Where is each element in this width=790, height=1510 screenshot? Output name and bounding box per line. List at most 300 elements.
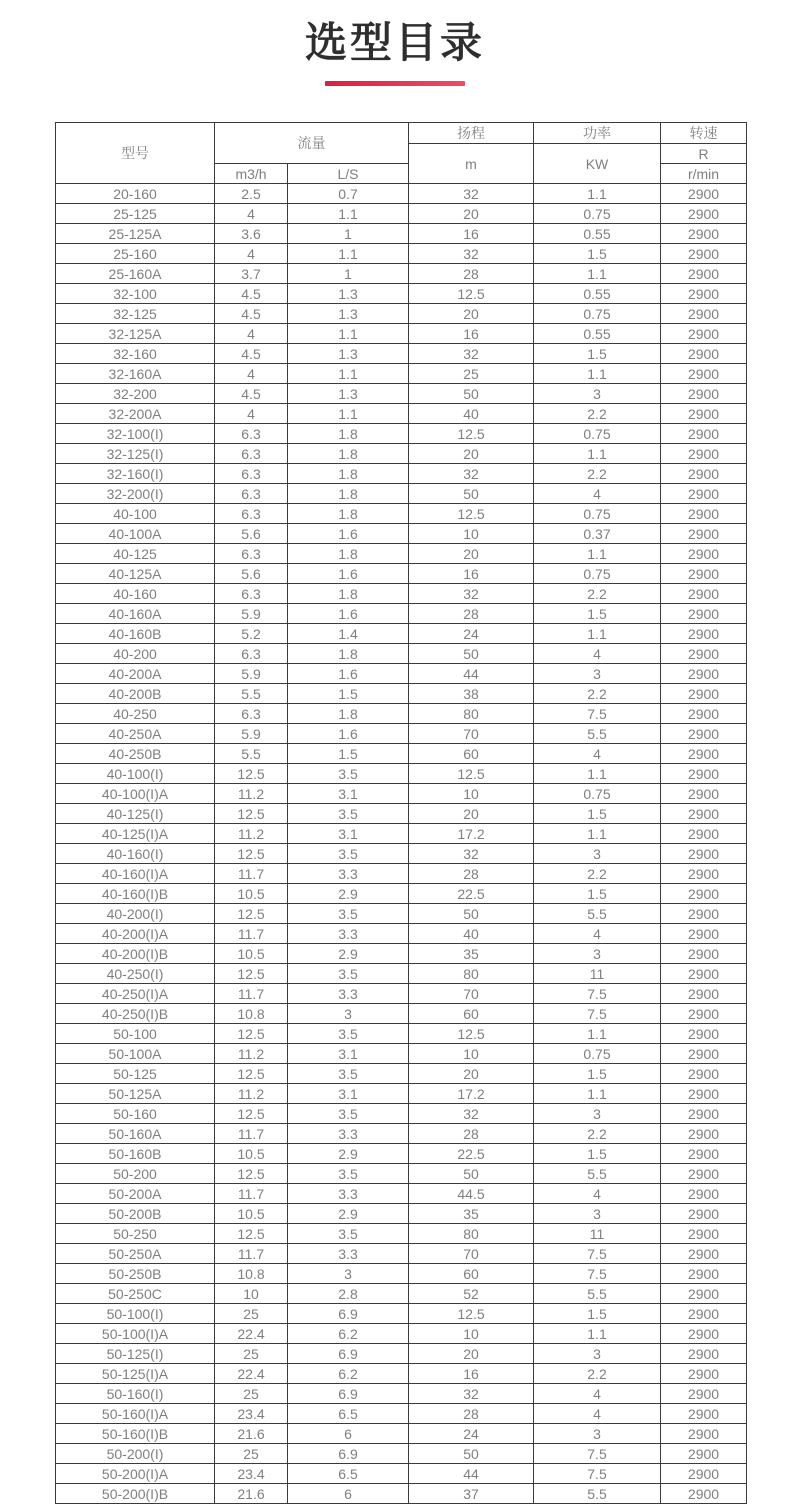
flow-ls-cell: 3.5 [288,964,409,984]
power-cell: 1.1 [534,544,661,564]
flow-m3h-cell: 5.5 [215,684,288,704]
head-cell: 32 [409,1104,534,1124]
flow-ls-cell: 0.7 [288,184,409,204]
table-row [56,1124,747,1144]
flow-m3h-cell: 4 [215,324,288,344]
head-cell: 28 [409,1124,534,1144]
flow-m3h-cell: 6.3 [215,444,288,464]
flow-ls-cell: 3.3 [288,924,409,944]
table-row [56,1464,747,1484]
table-header [56,123,747,184]
flow-m3h-cell: 11.2 [215,1044,288,1064]
flow-ls-cell: 1.8 [288,584,409,604]
model-cell: 40-100A [56,524,215,544]
model-cell: 25-125A [56,224,215,244]
speed-cell: 2900 [661,1364,747,1384]
flow-m3h-cell: 4.5 [215,344,288,364]
flow-ls-cell: 3.5 [288,1064,409,1084]
flow-m3h-cell: 5.2 [215,624,288,644]
model-cell: 50-200(I)A [56,1464,215,1484]
model-cell: 50-160B [56,1144,215,1164]
model-cell: 40-200B [56,684,215,704]
speed-cell: 2900 [661,1424,747,1444]
head-cell: 32 [409,184,534,204]
power-cell: 0.75 [534,424,661,444]
flow-ls-cell: 6 [288,1484,409,1504]
page-title: 选型目录 [304,19,485,66]
col-header-model: 型号 [56,123,215,184]
table-row [56,404,747,424]
table-row [56,1344,747,1364]
speed-cell: 2900 [661,804,747,824]
table-row [56,484,747,504]
power-cell: 0.37 [534,524,661,544]
power-cell: 7.5 [534,1004,661,1024]
speed-cell: 2900 [661,664,747,684]
flow-ls-cell: 6.5 [288,1404,409,1424]
flow-m3h-cell: 22.4 [215,1364,288,1384]
power-cell: 4 [534,1384,661,1404]
model-cell: 50-100(I)A [56,1324,215,1344]
model-cell: 40-125 [56,544,215,564]
flow-ls-cell: 3.5 [288,1104,409,1124]
head-cell: 35 [409,1204,534,1224]
table-row [56,604,747,624]
model-cell: 25-125 [56,204,215,224]
title-underline [325,81,465,86]
flow-ls-cell: 2.9 [288,884,409,904]
power-cell: 4 [534,924,661,944]
head-cell: 12.5 [409,424,534,444]
col-header-speed-unit-r: R [661,144,747,164]
model-cell: 32-160A [56,364,215,384]
head-cell: 52 [409,1284,534,1304]
model-cell: 50-250B [56,1264,215,1284]
head-cell: 10 [409,524,534,544]
flow-ls-cell: 1.1 [288,204,409,224]
table-body [56,184,747,1504]
table-row [56,1224,747,1244]
head-cell: 60 [409,744,534,764]
speed-cell: 2900 [661,1324,747,1344]
flow-ls-cell: 1.1 [288,244,409,264]
table-row [56,944,747,964]
flow-ls-cell: 1.8 [288,544,409,564]
power-cell: 1.1 [534,624,661,644]
speed-cell: 2900 [661,1464,747,1484]
model-cell: 50-200B [56,1204,215,1224]
flow-m3h-cell: 12.5 [215,844,288,864]
table-row [56,1264,747,1284]
head-cell: 40 [409,924,534,944]
col-header-speed-unit-rmin: r/min [661,164,747,184]
table-row [56,824,747,844]
flow-m3h-cell: 5.9 [215,664,288,684]
table-row [56,624,747,644]
head-cell: 44.5 [409,1184,534,1204]
speed-cell: 2900 [661,784,747,804]
power-cell: 2.2 [534,684,661,704]
head-cell: 28 [409,1404,534,1424]
table-row [56,184,747,204]
model-cell: 40-200(I)B [56,944,215,964]
model-cell: 25-160 [56,244,215,264]
flow-m3h-cell: 3.7 [215,264,288,284]
power-cell: 1.1 [534,264,661,284]
power-cell: 1.1 [534,824,661,844]
flow-ls-cell: 1.1 [288,404,409,424]
flow-ls-cell: 3.5 [288,804,409,824]
flow-m3h-cell: 4.5 [215,384,288,404]
model-cell: 50-160(I) [56,1384,215,1404]
power-cell: 4 [534,1404,661,1424]
power-cell: 4 [534,744,661,764]
model-cell: 40-160 [56,584,215,604]
speed-cell: 2900 [661,344,747,364]
speed-cell: 2900 [661,704,747,724]
power-cell: 3 [534,1204,661,1224]
head-cell: 80 [409,704,534,724]
head-cell: 10 [409,1324,534,1344]
flow-ls-cell: 1 [288,224,409,244]
model-cell: 40-125A [56,564,215,584]
model-cell: 40-250 [56,704,215,724]
head-cell: 16 [409,564,534,584]
model-cell: 50-160A [56,1124,215,1144]
speed-cell: 2900 [661,1404,747,1424]
flow-m3h-cell: 11.7 [215,1184,288,1204]
speed-cell: 2900 [661,864,747,884]
model-cell: 50-125A [56,1084,215,1104]
table-row [56,444,747,464]
table-row [56,1484,747,1504]
speed-cell: 2900 [661,364,747,384]
power-cell: 1.5 [534,1064,661,1084]
power-cell: 7.5 [534,1444,661,1464]
flow-m3h-cell: 3.6 [215,224,288,244]
table-row [56,364,747,384]
speed-cell: 2900 [661,484,747,504]
flow-ls-cell: 2.9 [288,1144,409,1164]
model-cell: 40-250B [56,744,215,764]
flow-ls-cell: 3.3 [288,1124,409,1144]
head-cell: 50 [409,1164,534,1184]
flow-m3h-cell: 5.5 [215,744,288,764]
power-cell: 1.1 [534,364,661,384]
speed-cell: 2900 [661,724,747,744]
head-cell: 70 [409,984,534,1004]
model-cell: 50-200(I) [56,1444,215,1464]
table-row [56,384,747,404]
power-cell: 2.2 [534,584,661,604]
model-cell: 40-160(I) [56,844,215,864]
power-cell: 3 [534,1344,661,1364]
head-cell: 12.5 [409,1304,534,1324]
flow-m3h-cell: 12.5 [215,1224,288,1244]
table-row [56,1104,747,1124]
table-row [56,924,747,944]
head-cell: 50 [409,644,534,664]
head-cell: 37 [409,1484,534,1504]
flow-ls-cell: 1.1 [288,364,409,384]
head-cell: 20 [409,304,534,324]
head-cell: 40 [409,404,534,424]
table-row [56,844,747,864]
model-cell: 40-160(I)B [56,884,215,904]
table-row [56,1204,747,1224]
model-cell: 20-160 [56,184,215,204]
flow-m3h-cell: 5.9 [215,724,288,744]
flow-ls-cell: 1.6 [288,564,409,584]
table-row [56,284,747,304]
table-row [56,1184,747,1204]
flow-m3h-cell: 6.3 [215,464,288,484]
power-cell: 2.2 [534,464,661,484]
flow-ls-cell: 1.8 [288,504,409,524]
power-cell: 1.1 [534,184,661,204]
model-cell: 32-125(I) [56,444,215,464]
speed-cell: 2900 [661,204,747,224]
power-cell: 5.5 [534,724,661,744]
head-cell: 60 [409,1264,534,1284]
flow-ls-cell: 3.3 [288,1244,409,1264]
head-cell: 12.5 [409,504,534,524]
flow-m3h-cell: 5.6 [215,524,288,544]
head-cell: 60 [409,1004,534,1024]
model-cell: 50-100A [56,1044,215,1064]
model-cell: 40-200 [56,644,215,664]
head-cell: 16 [409,1364,534,1384]
flow-ls-cell: 3.1 [288,784,409,804]
flow-ls-cell: 1.8 [288,464,409,484]
head-cell: 50 [409,384,534,404]
speed-cell: 2900 [661,1384,747,1404]
head-cell: 32 [409,344,534,364]
table-row [56,984,747,1004]
model-cell: 50-125 [56,1064,215,1084]
flow-m3h-cell: 12.5 [215,1104,288,1124]
table-row [56,1404,747,1424]
head-cell: 24 [409,624,534,644]
table-row [56,1144,747,1164]
model-cell: 40-250(I) [56,964,215,984]
table-row [56,1044,747,1064]
speed-cell: 2900 [661,324,747,344]
head-cell: 80 [409,1224,534,1244]
speed-cell: 2900 [661,1204,747,1224]
model-cell: 50-160 [56,1104,215,1124]
model-cell: 50-100(I) [56,1304,215,1324]
power-cell: 7.5 [534,1464,661,1484]
power-cell: 11 [534,964,661,984]
model-cell: 40-250(I)A [56,984,215,1004]
flow-ls-cell: 3.5 [288,764,409,784]
flow-ls-cell: 2.9 [288,944,409,964]
table-row [56,1304,747,1324]
power-cell: 1.1 [534,1324,661,1344]
speed-cell: 2900 [661,1064,747,1084]
head-cell: 28 [409,604,534,624]
head-cell: 12.5 [409,764,534,784]
flow-ls-cell: 6 [288,1424,409,1444]
head-cell: 70 [409,1244,534,1264]
speed-cell: 2900 [661,1164,747,1184]
head-cell: 10 [409,1044,534,1064]
table-row [56,244,747,264]
head-cell: 44 [409,664,534,684]
head-cell: 20 [409,444,534,464]
model-cell: 40-100(I) [56,764,215,784]
model-cell: 50-250A [56,1244,215,1264]
model-cell: 32-160 [56,344,215,364]
table-row [56,704,747,724]
flow-ls-cell: 3.5 [288,1164,409,1184]
table-row [56,1004,747,1024]
flow-m3h-cell: 12.5 [215,764,288,784]
flow-ls-cell: 1.3 [288,284,409,304]
flow-m3h-cell: 5.6 [215,564,288,584]
table-row [56,724,747,744]
head-cell: 44 [409,1464,534,1484]
power-cell: 2.2 [534,1364,661,1384]
model-cell: 50-125(I)A [56,1364,215,1384]
col-header-power: 功率 [534,123,661,144]
table-row [56,1284,747,1304]
head-cell: 35 [409,944,534,964]
speed-cell: 2900 [661,904,747,924]
flow-ls-cell: 1.8 [288,444,409,464]
head-cell: 12.5 [409,284,534,304]
flow-ls-cell: 3.5 [288,904,409,924]
flow-ls-cell: 1.3 [288,304,409,324]
speed-cell: 2900 [661,504,747,524]
speed-cell: 2900 [661,744,747,764]
power-cell: 1.5 [534,1144,661,1164]
flow-ls-cell: 1.6 [288,664,409,684]
flow-m3h-cell: 10.5 [215,944,288,964]
speed-cell: 2900 [661,1264,747,1284]
power-cell: 5.5 [534,1284,661,1304]
table-row [56,1084,747,1104]
flow-ls-cell: 6.9 [288,1384,409,1404]
table-row [56,1164,747,1184]
flow-m3h-cell: 4 [215,204,288,224]
flow-m3h-cell: 4.5 [215,284,288,304]
table-row [56,884,747,904]
speed-cell: 2900 [661,1144,747,1164]
power-cell: 3 [534,1104,661,1124]
head-cell: 32 [409,844,534,864]
table-row [56,504,747,524]
power-cell: 7.5 [534,1244,661,1264]
flow-ls-cell: 6.5 [288,1464,409,1484]
speed-cell: 2900 [661,264,747,284]
model-cell: 50-100 [56,1024,215,1044]
flow-m3h-cell: 6.3 [215,704,288,724]
col-header-flow-m3h: m3/h [215,164,288,184]
head-cell: 20 [409,804,534,824]
flow-m3h-cell: 4 [215,244,288,264]
speed-cell: 2900 [661,1184,747,1204]
speed-cell: 2900 [661,1104,747,1124]
power-cell: 11 [534,1224,661,1244]
head-cell: 28 [409,264,534,284]
power-cell: 1.5 [534,804,661,824]
model-cell: 40-250(I)B [56,1004,215,1024]
flow-ls-cell: 3.3 [288,1184,409,1204]
header-row-1 [56,123,747,144]
table-row [56,684,747,704]
model-cell: 50-250C [56,1284,215,1304]
power-cell: 0.75 [534,564,661,584]
speed-cell: 2900 [661,284,747,304]
flow-ls-cell: 1.6 [288,604,409,624]
speed-cell: 2900 [661,1084,747,1104]
power-cell: 7.5 [534,1264,661,1284]
power-cell: 7.5 [534,984,661,1004]
power-cell: 0.75 [534,204,661,224]
power-cell: 1.5 [534,604,661,624]
power-cell: 0.55 [534,284,661,304]
speed-cell: 2900 [661,1444,747,1464]
flow-m3h-cell: 6.3 [215,424,288,444]
flow-ls-cell: 3.1 [288,1084,409,1104]
table-row [56,1424,747,1444]
flow-m3h-cell: 22.4 [215,1324,288,1344]
flow-ls-cell: 1.8 [288,484,409,504]
power-cell: 1.5 [534,244,661,264]
flow-m3h-cell: 12.5 [215,964,288,984]
flow-m3h-cell: 4.5 [215,304,288,324]
model-cell: 32-200A [56,404,215,424]
head-cell: 32 [409,1384,534,1404]
head-cell: 32 [409,464,534,484]
flow-m3h-cell: 10.8 [215,1004,288,1024]
flow-ls-cell: 6.2 [288,1324,409,1344]
power-cell: 5.5 [534,904,661,924]
head-cell: 20 [409,204,534,224]
model-cell: 32-160(I) [56,464,215,484]
speed-cell: 2900 [661,1304,747,1324]
flow-m3h-cell: 11.7 [215,924,288,944]
model-cell: 40-125(I) [56,804,215,824]
speed-cell: 2900 [661,624,747,644]
flow-ls-cell: 3.5 [288,844,409,864]
flow-m3h-cell: 2.5 [215,184,288,204]
flow-m3h-cell: 11.2 [215,824,288,844]
head-cell: 32 [409,244,534,264]
table-row [56,564,747,584]
flow-ls-cell: 3.5 [288,1224,409,1244]
power-cell: 4 [534,484,661,504]
head-cell: 50 [409,484,534,504]
head-cell: 17.2 [409,824,534,844]
speed-cell: 2900 [661,424,747,444]
power-cell: 1.5 [534,884,661,904]
power-cell: 0.75 [534,504,661,524]
flow-m3h-cell: 10.8 [215,1264,288,1284]
model-cell: 32-100(I) [56,424,215,444]
power-cell: 0.75 [534,784,661,804]
model-cell: 50-160(I)A [56,1404,215,1424]
model-cell: 25-160A [56,264,215,284]
model-cell: 32-200 [56,384,215,404]
table-row [56,904,747,924]
head-cell: 12.5 [409,1024,534,1044]
model-cell: 50-200A [56,1184,215,1204]
flow-ls-cell: 1.5 [288,684,409,704]
power-cell: 0.55 [534,224,661,244]
